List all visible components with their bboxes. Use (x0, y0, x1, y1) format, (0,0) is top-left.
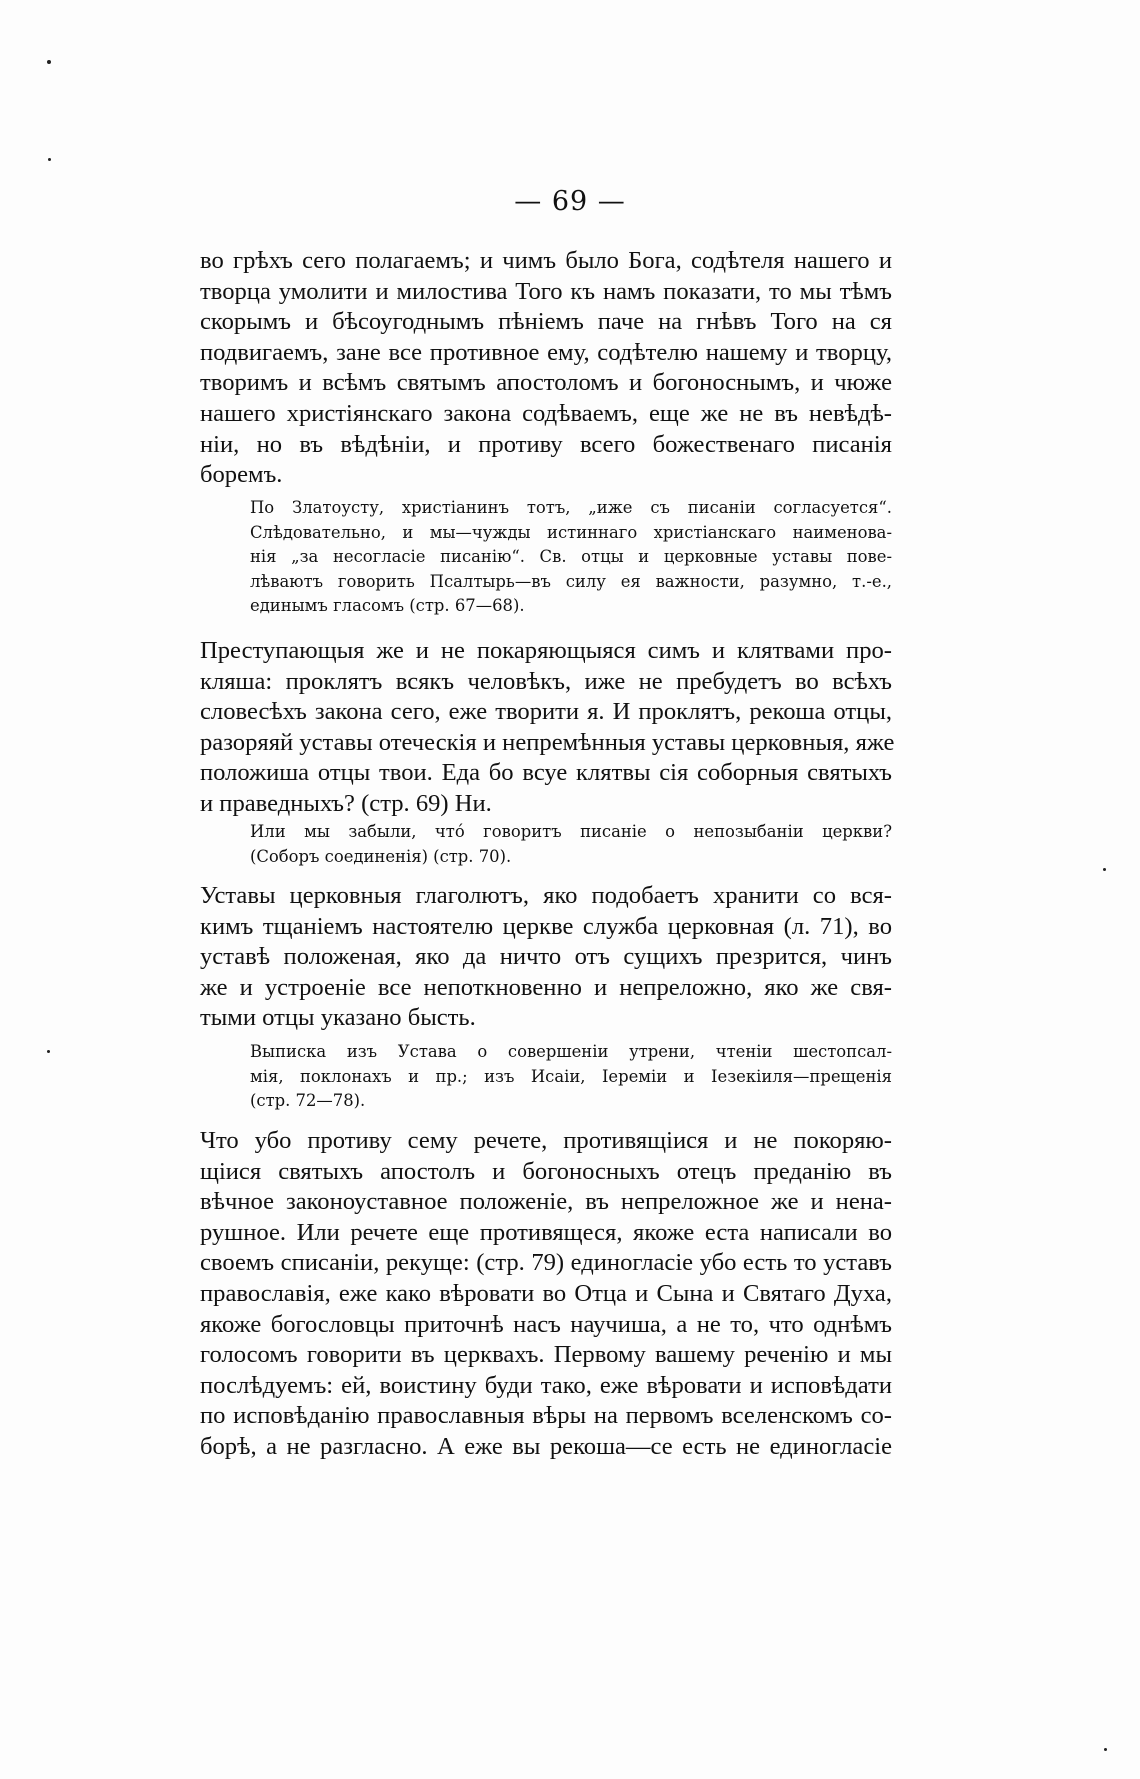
note-line: мія, поклонахъ и пр.; изъ Исаіи, Іереміи и Іезекіиля—прещенія (250, 1066, 892, 1086)
text-line: тыми отцы указано бысть. (200, 1004, 476, 1032)
print-speck (47, 60, 51, 64)
print-speck (48, 158, 51, 161)
text-line: подвигаемъ, зане все противное ему, содѣтелю нашему и творцу, (200, 338, 892, 366)
text-line: борѣ, а не разгласно. А еже вы рекоша—се есть не единогласіе (200, 1432, 892, 1460)
text-line: Преступающыя же и не покаряющыяся симъ и клятвами про- (200, 637, 892, 664)
note-line: По Златоусту, христіанинъ тотъ, „иже съ писаніи согласуется“. (250, 498, 892, 517)
print-speck (47, 1050, 50, 1053)
summary-note (250, 820, 892, 869)
print-speck (1104, 1748, 1107, 1751)
note-line: нія „за несогласіе писанію“. Св. отцы и церковные уставы пове- (250, 547, 892, 567)
note-line: лѣваютъ говорить Псалтырь—въ силу ея важности, разумно, т.-е., (250, 571, 892, 591)
page-number: — 69 — (514, 186, 626, 217)
note-line: (стр. 72—78). (250, 1091, 366, 1111)
text-line: уставѣ положеная, яко да ничто отъ сущихъ презрится, чинъ (200, 943, 892, 971)
text-line: творимъ и всѣмъ святымъ апостоломъ и богоноснымъ, и чюже (200, 369, 892, 397)
main-paragraph (200, 246, 892, 491)
main-paragraph (200, 1126, 892, 1463)
text-line: своемъ списаніи, рекуще: (стр. 79) единогласіе убо есть то уставъ (200, 1249, 892, 1277)
note-line: Выписка изъ Устава о совершеніи утрени, чтеніи шестопсал- (250, 1042, 892, 1061)
text-line: ніи, но въ вѣдѣніи, и противу всего божественаго писанія (200, 430, 892, 458)
note-line: Слѣдовательно, и мы—чужды истиннаго христіанскаго наименова- (250, 522, 892, 542)
text-line: кимъ тщаніемъ настоятелю церкве служба церковная (л. 71), во (200, 912, 892, 940)
text-line: во грѣхъ сего полагаемъ; и чимъ было Бога, содѣтеля нашего и (200, 247, 892, 274)
text-line: нашего христіянскаго закона содѣваемъ, еще же не въ невѣдѣ- (200, 399, 892, 427)
text-line: положиша отцы твои. Еда бо всуе клятвы сія соборныя святыхъ (200, 759, 892, 787)
text-line: щіися святыхъ апостолъ и богоносныхъ отецъ преданію въ (200, 1157, 892, 1185)
main-paragraph (200, 636, 895, 820)
text-line: скорымъ и бѣсоугоднымъ пѣніемъ паче на гнѣвъ Того на ся (200, 308, 892, 336)
text-line: православія, еже како вѣровати во Отца и Сына и Святаго Духа, (200, 1279, 892, 1307)
note-line: (Соборъ соединенія) (стр. 70). (250, 846, 512, 866)
text-line: словесѣхъ закона сего, еже творити я. И проклятъ, рекоша отцы, (200, 698, 892, 726)
summary-note (250, 496, 892, 619)
text-line: кляша: проклятъ всякъ человѣкъ, иже не пребудетъ во всѣхъ (200, 667, 892, 695)
text-line: боремъ. (200, 461, 283, 489)
text-line: разоряяй уставы отеческія и непремѣнныя уставы церковныя, яже (200, 728, 895, 756)
text-line: послѣдуемъ: ей, воистину буди тако, еже вѣровати и исповѣдати (200, 1371, 892, 1399)
text-line: рушное. Или речете еще противящеся, якоже еста написали во (200, 1218, 892, 1246)
text-line: и праведныхъ? (стр. 69) Ни. (200, 789, 492, 817)
text-line: по исповѣданію православныя вѣры на первомъ вселенскомъ со- (200, 1402, 892, 1430)
main-paragraph (200, 881, 892, 1034)
text-line: Что убо противу сему речете, противящіися и не покоряю- (200, 1127, 892, 1154)
summary-note (250, 1040, 892, 1114)
text-line: творца умолити и милостива Того къ намъ показати, то мы тѣмъ (200, 277, 892, 305)
text-line: вѣчное законоуставное положеніе, въ непреложное же и нена- (200, 1188, 892, 1216)
note-line: Или мы забыли, что́ говоритъ писаніе о непозыбаніи церкви? (250, 822, 892, 841)
text-line: голосомъ говорити въ церквахъ. Первому вашему реченію и мы (200, 1341, 892, 1369)
text-line: Уставы церковныя глаголютъ, яко подобаетъ хранити со вся- (200, 882, 892, 909)
note-line: единымъ гласомъ (стр. 67—68). (250, 596, 525, 616)
text-line: якоже богословцы приточнѣ насъ научиша, а не то, что однѣмъ (200, 1310, 892, 1338)
print-speck (1103, 868, 1106, 871)
text-line: же и устроеніе все непоткновенно и непреложно, яко же свя- (200, 973, 892, 1001)
